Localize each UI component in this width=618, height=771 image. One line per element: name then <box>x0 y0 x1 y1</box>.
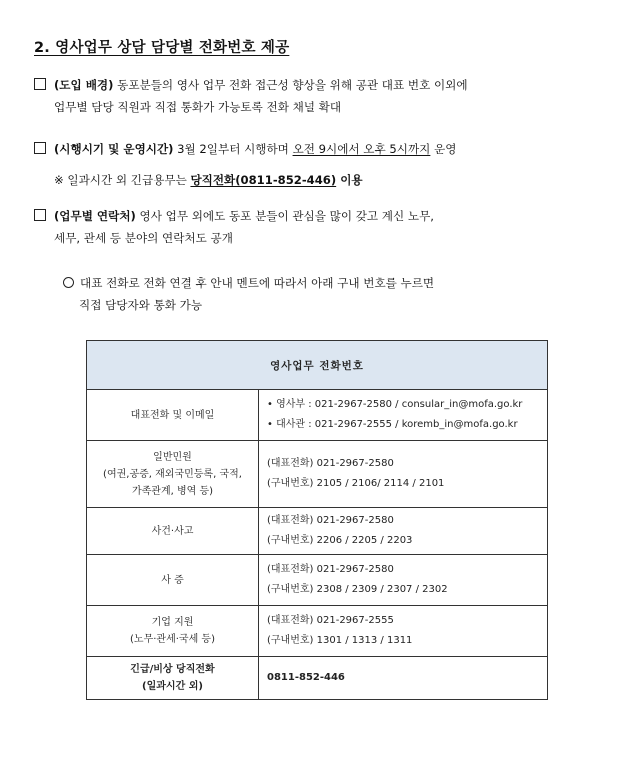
label-line: (여권,공증, 재외국민등록, 국적, <box>103 468 242 480</box>
note-prefix: ※ 일과시간 외 긴급용무는 <box>54 173 191 187</box>
value-line: (구내번호) 2206 / 2205 / 2203 <box>267 535 413 546</box>
bullet-text: 3월 2일부터 시행하며 <box>173 142 293 156</box>
label-line: 가족관계, 병역 등) <box>131 485 214 497</box>
label-line: 대표전화 및 이메일 <box>130 409 215 421</box>
row-value <box>259 555 548 606</box>
row-value <box>259 390 548 441</box>
label-line: 긴급/비상 당직전화 <box>130 664 215 675</box>
table-row <box>87 508 548 555</box>
checkbox-square-icon <box>34 78 46 90</box>
row-label <box>87 555 259 606</box>
value-line: (대표전화) 021-2967-2555 <box>267 615 394 626</box>
circle-bullet-icon <box>63 277 74 288</box>
label-line: 사건·사고 <box>151 525 194 537</box>
label-line: 기업 지원 <box>151 617 194 628</box>
value-line: (구내번호) 2308 / 2309 / 2307 / 2302 <box>267 584 448 595</box>
section-title: 2. 영사업무 상담 담당별 전화번호 제공 <box>34 40 290 56</box>
bullet-text: 영사 업무 외에도 동포 분들이 관심을 많이 갖고 계신 노무, <box>135 209 434 223</box>
table-header: 영사업무 전화번호 <box>87 341 548 390</box>
after-hours-note <box>54 172 363 188</box>
row-value <box>259 508 548 555</box>
sub-bullet-first-line <box>63 276 434 290</box>
bullet-heading: (업무별 연락처) <box>54 209 136 223</box>
label-line: 사 증 <box>161 574 184 586</box>
table-row <box>87 390 548 441</box>
label-line: 일반민원 <box>153 451 192 463</box>
bullet-continuation: 세무, 관세 등 분야의 연락처도 공개 <box>54 231 233 245</box>
bullet-text-end: 운영 <box>430 142 457 156</box>
value-line: (대표전화) 021-2967-2580 <box>267 515 394 526</box>
row-value <box>259 657 548 700</box>
row-value <box>259 441 548 508</box>
table-row <box>87 606 548 657</box>
value-line: (대표전화) 021-2967-2580 <box>267 458 394 469</box>
bullet-first-line <box>34 142 456 156</box>
value-line: • 대사관 : 021-2967-2555 / koremb_in@mofa.go.kr <box>267 419 518 430</box>
table-header-row <box>87 341 548 390</box>
checkbox-square-icon <box>34 142 46 154</box>
bullet-item-contacts <box>34 205 586 249</box>
bullet-heading: (시행시기 및 운영시간) <box>54 142 174 156</box>
table-row <box>87 657 548 700</box>
row-label <box>87 657 259 700</box>
row-label <box>87 508 259 555</box>
sub-bullet-continuation: 직접 담당자와 통화 가능 <box>79 298 203 312</box>
duty-phone-emphasis: 당직전화(0811-852-446) <box>190 173 337 187</box>
checkbox-square-icon <box>34 209 46 221</box>
row-value <box>259 606 548 657</box>
value-line: (구내번호) 2105 / 2106/ 2114 / 2101 <box>267 478 445 489</box>
label-line: (노무·관세·국세 등) <box>130 634 215 645</box>
bullet-heading: (도입 배경) <box>54 78 114 92</box>
value-line: (대표전화) 021-2967-2580 <box>267 564 394 575</box>
value-line: (구내번호) 1301 / 1313 / 1311 <box>267 635 413 646</box>
value-line: 0811-852-446 <box>267 672 345 683</box>
value-line: • 영사부 : 021-2967-2580 / consular_in@mofa.go.kr <box>267 399 523 410</box>
sub-bullet-item <box>63 272 583 316</box>
bullet-item-background <box>34 74 586 118</box>
sub-bullet-text: 대표 전화로 전화 연결 후 안내 멘트에 따라서 아래 구내 번호를 누르면 <box>80 276 435 290</box>
bullet-item-schedule <box>34 138 586 160</box>
bullet-first-line <box>34 209 434 223</box>
note-suffix: 이용 <box>336 173 363 187</box>
row-label <box>87 390 259 441</box>
operating-hours: 오전 9시에서 오후 5시까지 <box>292 142 431 156</box>
phone-directory-table <box>86 340 548 700</box>
row-label <box>87 606 259 657</box>
table-row <box>87 441 548 508</box>
bullet-text: 동포분들의 영사 업무 전화 접근성 향상을 위해 공관 대표 번호 이외에 <box>113 78 468 92</box>
table-row <box>87 555 548 606</box>
bullet-first-line <box>34 78 468 92</box>
label-line: (일과시간 외) <box>142 681 203 692</box>
row-label <box>87 441 259 508</box>
bullet-continuation: 업무별 담당 직원과 직접 통화가 가능토록 전화 채널 확대 <box>54 100 342 114</box>
